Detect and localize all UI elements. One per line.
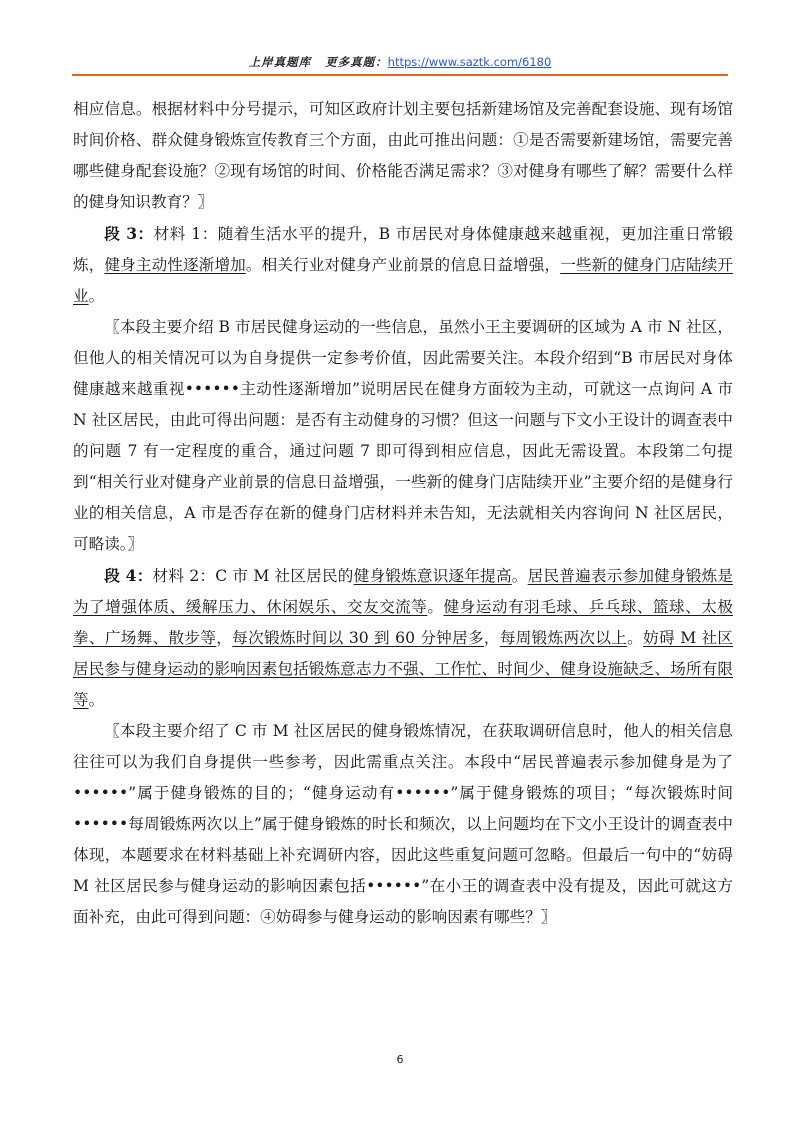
paragraph xyxy=(73,94,733,218)
underlined-text: 健身锻炼意识逐年提高 xyxy=(353,567,512,585)
page-header xyxy=(72,46,728,74)
text-run: 。 xyxy=(627,629,644,647)
text-run: 。相关行业对健身产业前景的信息日益增强， xyxy=(245,256,561,274)
underlined-text: 每周锻炼两次以上 xyxy=(499,629,628,647)
text-run: 材料 2：C 市 M 社区居民的 xyxy=(152,567,354,585)
paragraph xyxy=(73,218,733,312)
header-divider xyxy=(72,74,728,76)
page-number: 6 xyxy=(396,1053,404,1066)
text-run: ， xyxy=(483,629,500,647)
text-run: 材料 1：随着生活水平的提升，B 市居民对身体健康越来越重视，更加注重日常锻炼， xyxy=(73,225,733,274)
document-body xyxy=(73,94,733,933)
text-run: 。 xyxy=(427,598,444,616)
header-url-link[interactable]: https://www.saztk.com/6180 xyxy=(387,55,552,69)
underlined-text: 健身运动有羽毛球、乒乓球、篮球、太极拳、广场舞、散步等 xyxy=(73,598,733,647)
text-run: 。 xyxy=(511,567,528,585)
underlined-text: 健身主动性逐渐增加 xyxy=(104,256,246,274)
header-brand: 上岸真题库 xyxy=(248,55,312,69)
text-run: 〖本段主要介绍 B 市居民健身运动的一些信息，虽然小王主要调研的区域为 A 市 N 社区，但他人的相关情况可以为自身提供一定参考价值，因此需要关注。本段介绍到“B 市居民对身体健康越来越重视••••••主动性逐渐增加”说明居民在健身方面较为主动，可就这一点询问 A 市 N 社区居民，由此可得出问题：是否有主动健身的习惯？但这一问题与下文小王设计的调查表中的问题 7 有一定程度的重合，通过问题 7 即可得到相应信息，因此无需设置。本段第二句提到“相关行业对健身产业前景的信息日益增强，一些新的健身门店陆续开业”主要介绍的是健身行业的相关信息，A 市是否存在新的健身门店材料并未告知，无法就相关内容询问 N 社区居民，可略读。〗 xyxy=(73,318,733,553)
paragraph xyxy=(73,312,733,560)
paragraph xyxy=(73,716,733,933)
paragraph xyxy=(73,560,733,716)
underlined-text: 居民普遍表示参加健身锻炼是为了增强体质、缓解压力、休闲娱乐、交友交流等 xyxy=(73,567,733,616)
text-run: 相应信息。根据材料中分号提示，可知区政府计划主要包括新建场馆及完善配套设施、现有场馆时间价格、群众健身锻炼宣传教育三个方面，由此可推出问题：①是否需要新建场馆，需要完善哪些健身配套设施？②现有场馆的时间、价格能否满足需求？③对健身有哪些了解？需要什么样的健身知识教育？〗 xyxy=(73,100,733,211)
segment-label: 段 4： xyxy=(104,566,153,585)
header-text xyxy=(72,54,728,70)
header-more-label: 更多真题： xyxy=(325,55,388,69)
text-run: 。 xyxy=(88,287,105,305)
text-run: 。 xyxy=(88,691,105,709)
underlined-text: 妨碍 M 社区居民参与健身运动的影响因素包括锻炼意志力不强、工作忙、时间少、健身设施缺乏、场所有限等 xyxy=(73,629,733,709)
underlined-text: 每次锻炼时间以 30 到 60 分钟居多 xyxy=(232,629,484,647)
underlined-text: 一些新的健身门店陆续开业 xyxy=(73,256,733,305)
text-run: ， xyxy=(216,629,233,647)
text-run: 〖本段主要介绍了 C 市 M 社区居民的健身锻炼情况，在获取调研信息时，他人的相关信息往往可以为我们自身提供一些参考，因此需重点关注。本段中“居民普遍表示参加健身是为了••••••”属于健身锻炼的目的；“健身运动有••••••”属于健身锻炼的项目；“每次锻炼时间••••••每周锻炼两次以上”属于健身锻炼的时长和频次，以上问题均在下文小王设计的调查表中体现，本题要求在材料基础上补充调研内容，因此这些重复问题可忽略。但最后一句中的“妨碍 M 社区居民参与健身运动的影响因素包括••••••”在小王的调查表中没有提及，因此可就这方面补充，由此可得到问题：④妨碍参与健身运动的影响因素有哪些？〗 xyxy=(73,722,733,926)
segment-label: 段 3： xyxy=(104,224,154,243)
